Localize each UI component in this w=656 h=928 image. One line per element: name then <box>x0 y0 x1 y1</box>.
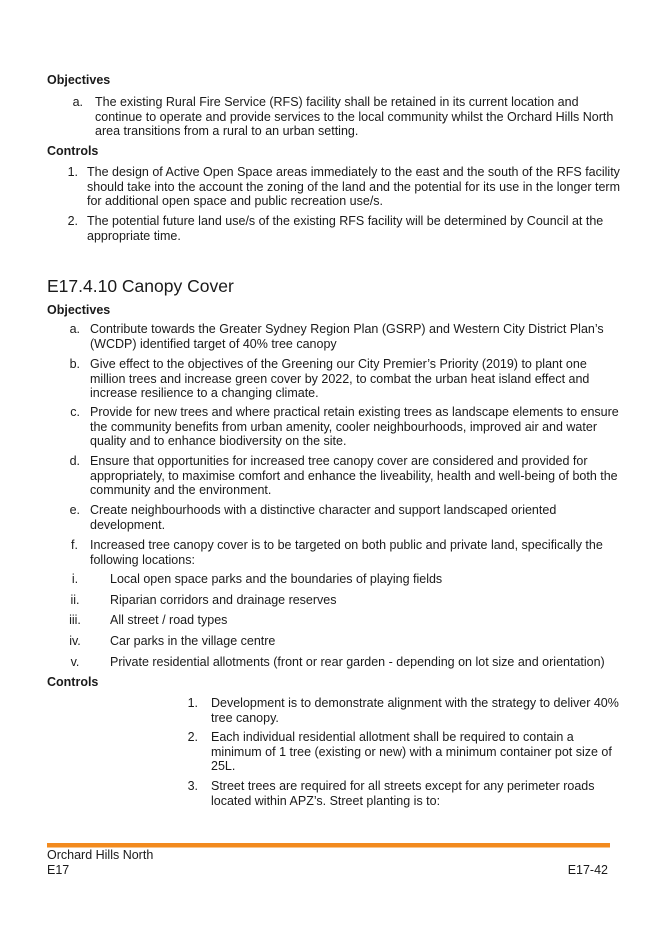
list-text: increase resilience to a changing climate. <box>90 386 319 401</box>
section-title: E17.4.10 Canopy Cover <box>47 276 234 296</box>
list-marker: e. <box>69 503 80 517</box>
list-marker: c. <box>70 405 80 419</box>
list-text: development. <box>90 517 166 532</box>
list-text: Street trees are required for all streets except for any perimeter roads <box>211 779 595 793</box>
objectives-heading: Objectives <box>47 73 111 87</box>
list-marker: 2. <box>187 730 198 744</box>
list-text: Create neighbourhoods with a distinctive character and support landscaped oriented <box>90 503 557 517</box>
list-marker: b. <box>69 357 80 371</box>
list-marker: f. <box>71 538 78 552</box>
list-text: the community benefits from urban amenity, cooler neighbourhoods, improved air and water <box>90 419 597 434</box>
list-text: following locations: <box>90 552 195 567</box>
list-text: Car parks in the village centre <box>110 634 276 648</box>
list-text: Local open space parks and the boundaries of playing fields <box>110 572 443 586</box>
list-text: The design of Active Open Space areas immediately to the east and the south of the RFS facility <box>87 165 620 179</box>
list-marker: i. <box>71 572 79 586</box>
list-text: appropriate time. <box>87 228 181 243</box>
list-text: (WCDP) identified target of 40% tree canopy <box>90 336 337 351</box>
list-text: Give effect to the objectives of the Greening our City Premier’s Priority (2019) to plant one <box>90 357 587 371</box>
list-text: continue to operate and provide services to the local community whilst the Orchard Hills North <box>95 109 614 124</box>
list-text: located within APZ’s. Street planting is to: <box>211 793 441 808</box>
list-text: quality and to enhance biodiversity on the site. <box>90 434 347 449</box>
list-text: appropriately, to maximise comfort and enhance the liveability, health and well-being of both the <box>90 468 618 483</box>
list-marker: a. <box>69 322 80 336</box>
list-text: tree canopy. <box>211 710 279 725</box>
list-marker: d. <box>69 454 80 468</box>
list-marker: iv. <box>69 634 81 648</box>
list-text: area transitions from a rural to an urban setting. <box>95 124 359 139</box>
list-text: Increased tree canopy cover is to be targeted on both public and private land, specifically the <box>90 538 603 552</box>
list-text: Private residential allotments (front or rear garden - depending on lot size and orientation) <box>110 655 605 669</box>
footer-chapter: E17 <box>47 863 70 877</box>
list-text: Riparian corridors and drainage reserves <box>110 593 337 607</box>
list-marker: 2. <box>67 214 78 228</box>
list-marker: iii. <box>69 613 81 627</box>
list-marker: 1. <box>67 165 78 179</box>
list-text: for additional open space and public recreation use/s. <box>87 194 384 209</box>
list-text: The potential future land use/s of the existing RFS facility will be determined by Council at the <box>87 214 604 228</box>
footer-page-number: E17-42 <box>567 863 608 877</box>
list-text: Each individual residential allotment shall be required to contain a <box>211 730 574 744</box>
list-text: 25L. <box>211 759 236 774</box>
controls-heading: Controls <box>47 675 99 689</box>
footer-doc-title: Orchard Hills North <box>47 848 154 862</box>
list-marker: ii. <box>70 593 80 607</box>
objectives-heading: Objectives <box>47 303 111 317</box>
list-text: Development is to demonstrate alignment with the strategy to deliver 40% <box>211 696 619 710</box>
list-text: All street / road types <box>110 613 228 627</box>
list-text: The existing Rural Fire Service (RFS) facility shall be retained in its current location and <box>95 95 579 109</box>
list-text: Provide for new trees and where practical retain existing trees as landscape elements to ensure <box>90 405 619 419</box>
list-marker: v. <box>70 655 80 669</box>
list-text: should take into the account the zoning of the land and the potential for its use in the longer term <box>87 179 620 194</box>
list-text: million trees and increase green cover by 2022, to combat the urban heat island effect and <box>90 371 590 386</box>
list-text: Contribute towards the Greater Sydney Region Plan (GSRP) and Western City District Plan’s <box>90 322 604 336</box>
list-text: Ensure that opportunities for increased tree canopy cover are considered and provided for <box>90 454 588 468</box>
list-marker: 3. <box>187 779 198 793</box>
list-marker: 1. <box>187 696 198 710</box>
list-marker: a. <box>72 95 83 109</box>
list-text: community and the environment. <box>90 483 272 498</box>
controls-heading: Controls <box>47 144 99 158</box>
list-text: minimum of 1 tree (existing or new) with a minimum container pot size of <box>211 744 612 759</box>
